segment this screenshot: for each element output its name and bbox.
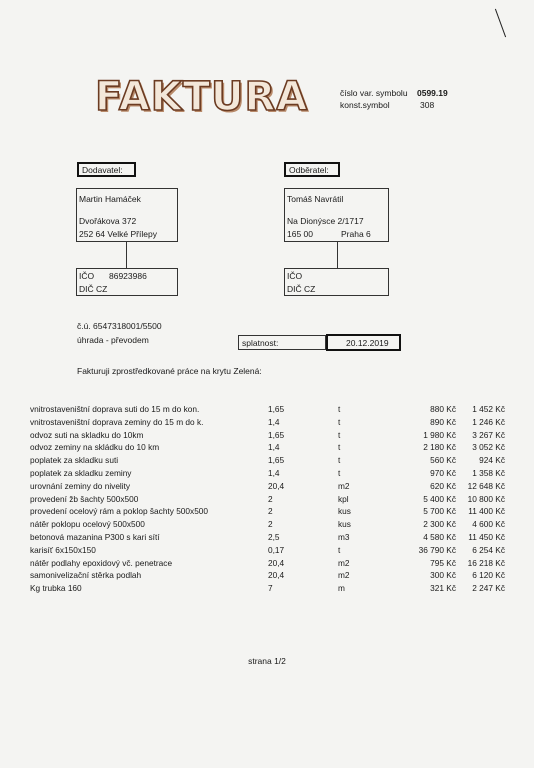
item-description: vnitrostaveništní doprava suti do 15 m do kon. <box>30 404 200 414</box>
item-total: 924 Kč <box>479 455 505 466</box>
customer-heading-box <box>284 162 340 177</box>
item-unit: m <box>338 583 345 594</box>
item-unit: t <box>338 416 341 427</box>
item-quantity: 2 <box>268 506 273 517</box>
item-quantity: 7 <box>268 583 273 594</box>
var-symbol-label: číslo var. symbolu <box>340 88 408 98</box>
customer-dic: DIČ CZ <box>287 284 316 294</box>
customer-ico-label: IČO <box>287 271 303 281</box>
item-unit: m2 <box>338 480 350 491</box>
due-date: 20.12.2019 <box>346 338 389 348</box>
customer-city: Praha 6 <box>341 229 371 239</box>
item-unit-price: 970 Kč <box>430 468 456 478</box>
supplier-name: Martin Hamáček <box>79 194 141 204</box>
item-unit-price: 2 180 Kč <box>423 442 456 453</box>
supplier-dic: DIČ CZ <box>79 284 108 294</box>
payment-method: úhrada - převodem <box>77 335 149 345</box>
customer-address-box <box>284 188 389 242</box>
item-unit: t <box>338 442 341 453</box>
item-quantity: 20,4 <box>268 480 285 491</box>
item-unit: t <box>338 468 341 478</box>
item-row <box>0 532 534 544</box>
item-row <box>0 404 534 416</box>
item-quantity: 1,4 <box>268 468 280 478</box>
item-total: 4 600 Kč <box>472 519 505 530</box>
customer-connector <box>337 242 338 268</box>
item-row <box>0 506 534 518</box>
bank-account: č.ú. 6547318001/5500 <box>77 321 162 331</box>
item-description: provedení ocelový rám a poklop šachty 500x500 <box>30 506 209 517</box>
item-description: samonivelizační stěrka podlah <box>30 570 142 581</box>
customer-postcode: 165 00 <box>287 229 313 239</box>
item-unit: kpl <box>338 493 349 504</box>
supplier-heading-box <box>77 162 136 177</box>
customer-street: Na Dionýsce 2/1717 <box>287 216 364 226</box>
item-quantity: 1,65 <box>268 404 285 414</box>
item-unit-price: 890 Kč <box>430 416 456 427</box>
item-total: 1 358 Kč <box>472 468 505 478</box>
item-quantity: 2 <box>268 519 273 530</box>
item-total: 3 267 Kč <box>472 429 505 440</box>
page-number: strana 1/2 <box>248 656 286 666</box>
item-unit: m2 <box>338 557 350 568</box>
konst-symbol-value: 308 <box>420 100 435 110</box>
item-description: karisíť 6x150x150 <box>30 544 96 555</box>
konst-symbol-label: konst.symbol <box>340 100 390 110</box>
item-quantity: 20,4 <box>268 557 285 568</box>
item-description: nátěr podlahy epoxidový vč. penetrace <box>30 557 173 568</box>
item-total: 11 450 Kč <box>468 532 505 542</box>
item-description: poplatek za skladku suti <box>30 455 119 466</box>
item-row <box>0 455 534 467</box>
supplier-street: Dvořákova 372 <box>79 216 137 226</box>
item-row <box>0 570 534 582</box>
item-description: odvoz zeminy na skládku do 10 km <box>30 442 160 453</box>
invoice-intro: Fakturuji zprostředkované práce na krytu Zelená: <box>77 366 262 376</box>
item-unit-price: 880 Kč <box>430 404 456 414</box>
item-unit-price: 5 700 Kč <box>423 506 456 517</box>
item-description: urovnání zeminy do nivelity <box>30 480 131 491</box>
item-total: 6 120 Kč <box>472 570 505 581</box>
item-quantity: 1,4 <box>268 416 280 427</box>
item-description: odvoz suti na skladku do 10km <box>30 429 144 440</box>
item-total: 2 247 Kč <box>472 583 505 594</box>
item-unit: t <box>338 455 341 466</box>
item-description: Kg trubka 160 <box>30 583 82 594</box>
item-row <box>0 558 534 570</box>
item-total: 1 246 Kč <box>472 416 505 427</box>
item-row <box>0 519 534 531</box>
item-unit-price: 36 790 Kč <box>418 544 456 555</box>
item-total: 11 400 Kč <box>468 506 505 517</box>
customer-heading: Odběratel: <box>289 165 329 175</box>
item-row <box>0 583 534 595</box>
item-total: 3 052 Kč <box>472 442 505 453</box>
item-unit-price: 1 980 Kč <box>423 429 456 440</box>
item-quantity: 1,4 <box>268 442 280 453</box>
due-date-box <box>326 334 401 351</box>
item-row <box>0 442 534 454</box>
item-quantity: 20,4 <box>268 570 285 581</box>
item-quantity: 1,65 <box>268 429 285 440</box>
item-unit: t <box>338 544 341 555</box>
due-label-box <box>238 335 326 350</box>
item-row <box>0 481 534 493</box>
var-symbol-value: 0599.19 <box>417 88 448 98</box>
supplier-ico-label: IČO <box>79 271 95 281</box>
item-description: betonová mazanina P300 s kari sítí <box>30 532 160 542</box>
item-total: 6 254 Kč <box>472 544 505 555</box>
item-unit-price: 560 Kč <box>430 455 456 466</box>
item-row <box>0 430 534 442</box>
supplier-connector <box>126 242 127 268</box>
item-total: 10 800 Kč <box>467 493 505 504</box>
due-label: splatnost: <box>242 338 279 348</box>
invoice-title: FAKTURA <box>95 74 309 120</box>
item-total: 12 648 Kč <box>467 480 505 491</box>
customer-id-box <box>284 268 389 296</box>
item-unit: t <box>338 404 341 414</box>
item-row <box>0 468 534 480</box>
pen-mark <box>495 9 506 38</box>
customer-name: Tomáš Navrátil <box>287 194 344 204</box>
item-description: nátěr poklopu ocelový 500x500 <box>30 519 145 530</box>
item-unit: m2 <box>338 570 350 581</box>
item-description: poplatek za skladku zeminy <box>30 468 132 478</box>
item-description: provedení žb šachty 500x500 <box>30 493 139 504</box>
item-quantity: 2 <box>268 493 273 504</box>
item-unit-price: 300 Kč <box>430 570 456 581</box>
item-unit-price: 620 Kč <box>430 480 456 491</box>
item-row <box>0 494 534 506</box>
item-unit-price: 2 300 Kč <box>423 519 456 530</box>
item-unit-price: 795 Kč <box>430 557 456 568</box>
item-row <box>0 545 534 557</box>
item-total: 16 218 Kč <box>467 557 505 568</box>
item-unit: kus <box>338 519 351 530</box>
item-unit: m3 <box>338 532 350 542</box>
supplier-address-box <box>76 188 178 242</box>
supplier-id-box <box>76 268 178 296</box>
supplier-ico-value: 86923986 <box>109 271 147 281</box>
supplier-city: 252 64 Velké Přílepy <box>79 229 157 239</box>
item-quantity: 1,65 <box>268 455 285 466</box>
item-total: 1 452 Kč <box>472 404 505 414</box>
item-unit-price: 4 580 Kč <box>423 532 456 542</box>
item-unit-price: 5 400 Kč <box>423 493 456 504</box>
item-description: vnitrostaveništní doprava zeminy do 15 m do k. <box>30 416 204 427</box>
item-quantity: 0,17 <box>268 544 285 555</box>
item-row <box>0 417 534 429</box>
supplier-heading: Dodavatel: <box>82 165 123 175</box>
item-quantity: 2,5 <box>268 532 280 542</box>
item-unit: kus <box>338 506 351 517</box>
item-unit-price: 321 Kč <box>430 583 456 594</box>
item-unit: t <box>338 429 341 440</box>
